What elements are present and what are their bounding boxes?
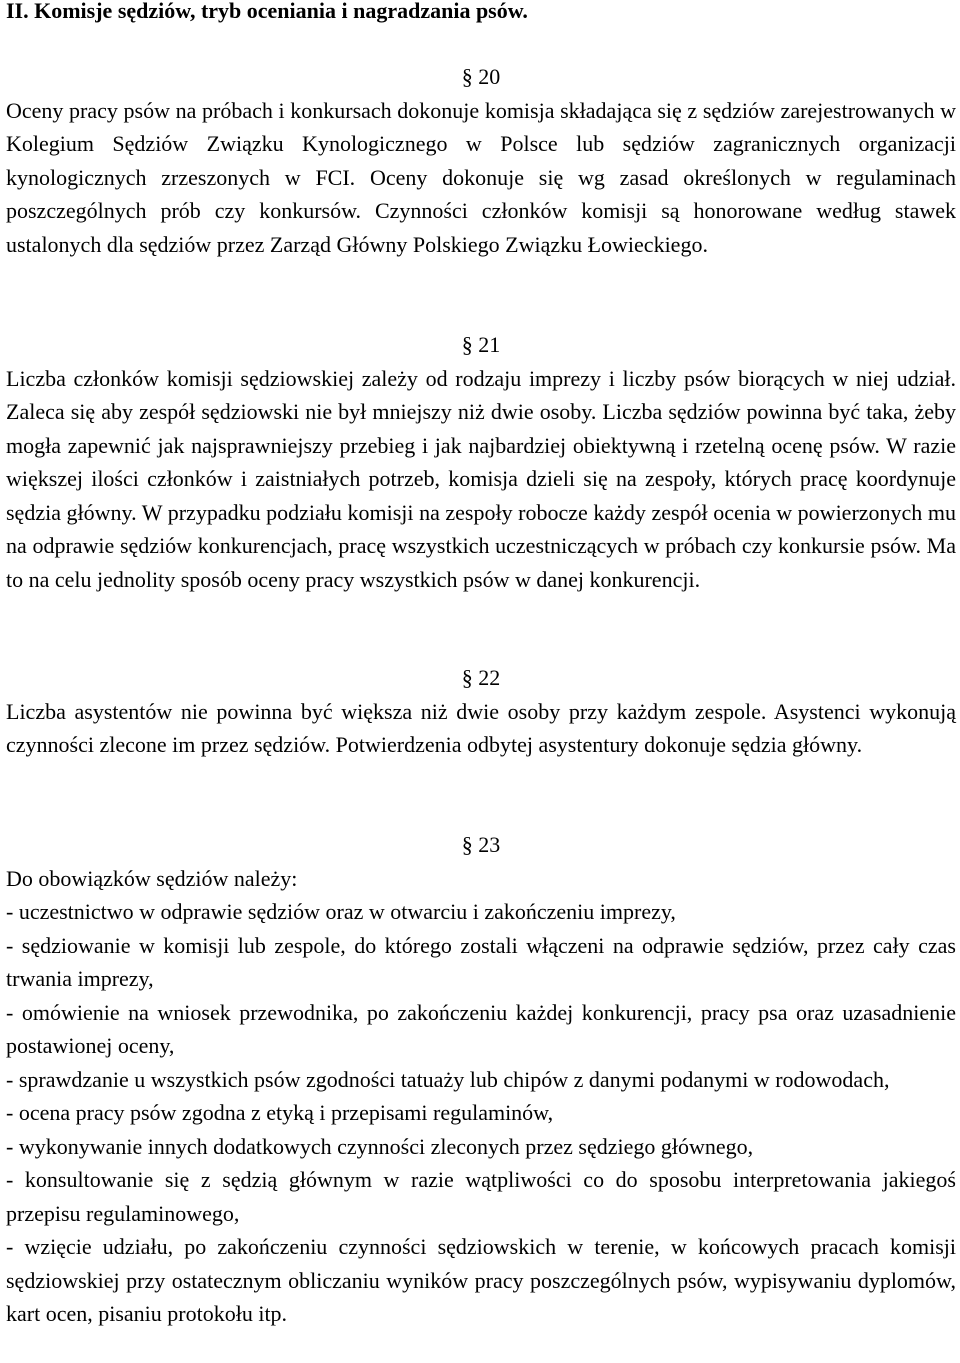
section-text: Liczba członków komisji sędziowskiej zależy od rodzaju imprezy i liczby psów biorących w niej udział. Zaleca się aby zespół sędziowski nie był mniejszy niż dwie osoby. Liczba sędziów powinna być taka, żeby mogła zapewnić jak najsprawniejszy przebieg i jak najbardziej obiektywną i rzetelną ocenę psów. W razie większej ilości członków i zaistniałych potrzeb, komisja dzieli się na zespoły, których pracę koordynuje sędzia główny. W przypadku podziału komisji na zespoły robocze każdy zespół ocenia w powierzonych mu na odprawie sędziów konkurencjach, pracę wszystkich uczestniczących w próbach czy konkursie psów. Ma to na celu jednolity sposób oceny pracy wszystkich psów w danej konkurencji. xyxy=(6,365,956,592)
list-item: - wzięcie udziału, po zakończeniu czynności sędziowskich w terenie, w końcowych pracach komisji sędziowskiej przy ostatecznym obliczaniu wyników pracy poszczególnych psów, wypisywaniu dyplomów, kart ocen, pisaniu protokołu itp. xyxy=(6,1234,956,1326)
chapter-heading: II. Komisje sędziów, tryb oceniania i nagradzania psów. xyxy=(6,0,528,23)
list-item: - ocena pracy psów zgodna z etyką i przepisami regulaminów, xyxy=(6,1100,554,1125)
list-item: - wykonywanie innych dodatkowych czynności zleconych przez sędziego głównego, xyxy=(6,1133,754,1159)
list-item: - sędziowanie w komisji lub zespole, do którego zostali włączeni na odprawie sędziów, przez cały czas trwania imprezy, xyxy=(6,932,956,991)
section-text: Oceny pracy psów na próbach i konkursach dokonuje komisja składająca się z sędziów zarejestrowanych w Kolegium Sędziów Związku Kynologicznego w Polsce lub sędziów zagranicznych organizacji kynologicznych zrzeszonych w FCI. Oceny dokonuje się wg zasad określonych w regulaminach poszczególnych prób czy konkursów. Czynności członków komisji są honorowane według stawek ustalonych dla sędziów przez Zarząd Główny Polskiego Związku Łowieckiego. xyxy=(6,97,956,257)
list-item: - sprawdzanie u wszystkich psów zgodności tatuaży lub chipów z danymi podanymi w rodowodach, xyxy=(6,1066,890,1092)
list-item: - konsultowanie się z sędzią głównym w razie wątpliwości co do sposobu interpretowania jakiegoś przepisu regulaminowego, xyxy=(6,1167,956,1226)
section-22 xyxy=(6,661,956,762)
list-item: - uczestnictwo w odprawie sędziów oraz w otwarciu i zakończeniu imprezy, xyxy=(6,899,676,924)
section-21 xyxy=(6,328,956,596)
section-text: Liczba asystentów nie powinna być większa niż dwie osoby przy każdym zespole. Asystenci wykonują czynności zlecone im przez sędziów. Potwierdzenia odbytej asystentury dokonuje sędzia główny. xyxy=(6,698,956,757)
duties-list xyxy=(6,895,956,1331)
section-number: § 23 xyxy=(461,832,501,857)
duties-intro: Do obowiązków sędziów należy: xyxy=(6,865,298,891)
section-number: § 21 xyxy=(461,332,501,357)
section-20 xyxy=(6,60,956,261)
section-number: § 20 xyxy=(461,64,501,89)
section-23 xyxy=(6,828,956,1331)
list-item: - omówienie na wniosek przewodnika, po zakończeniu każdej konkurencji, pracy psa oraz uzasadnienie postawionej oceny, xyxy=(6,999,956,1058)
section-number: § 22 xyxy=(461,665,501,690)
